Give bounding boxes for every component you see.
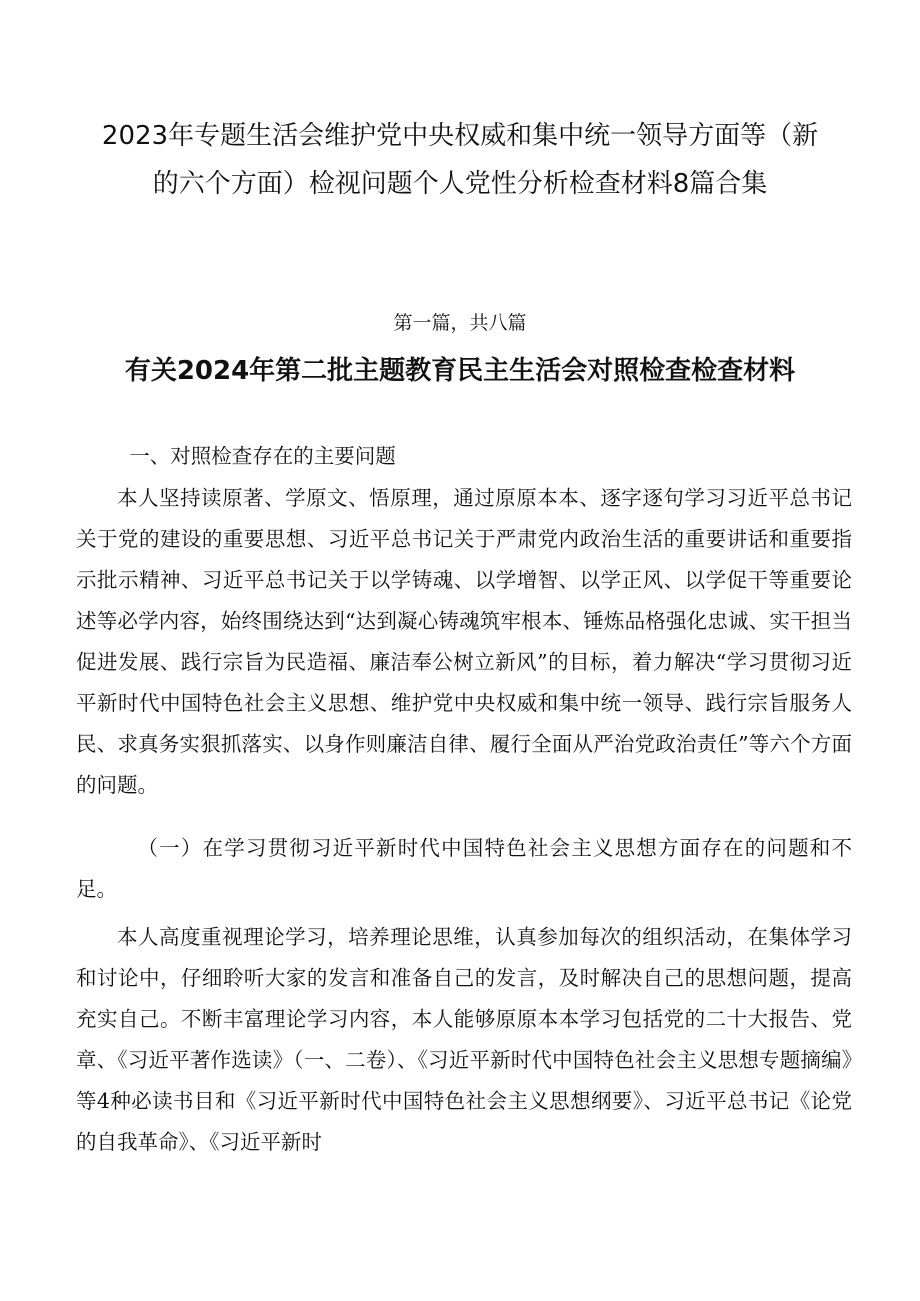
paragraph-theory-study: 本人高度重视理论学习，培养理论思维，认真参加每次的组织活动，在集体学习和讨论中，仔细聆听大家的发言和准备自己的发言，及时解决自己的思想问题，提高充实自己。不断丰富理论学习内容，本人能够原原本本学习包括党的二十大报告、党章、《习近平著作选读》（一、二卷）、《习近平新时代中国特色社会主义思想专题摘编》等4种必读书目和《习近平新时代中国特色社会主义思想纲要》、习近平总书记《论党的自我革命》、《习近平新时 xyxy=(76,925,852,1154)
subheading-study-issues: （一）在学习贯彻习近平新时代中国特色社会主义思想方面存在的问题和不足。 xyxy=(76,836,852,901)
part-label: 第一篇，共八篇 xyxy=(393,312,527,334)
heading-problems: 一、对照检查存在的主要问题 xyxy=(129,444,396,468)
section-title: 有关2024年第二批主题教育民主生活会对照检查检查材料 xyxy=(124,356,796,386)
paragraph-study-overview: 本人坚持读原著、学原文、悟原理，通过原原本本、逐字逐句学习习近平总书记关于党的建设的重要思想、习近平总书记关于严肃党内政治生活的重要讲话和重要指示批示精神、习近平总书记关于以学铸魂、以学增智、以学正风、以学促干等重要论述等必学内容，始终围绕达到“达到凝心铸魂筑牢根本、锤炼品格强化忠诚、实干担当促进发展、践行宗旨为民造福、廉洁奉公树立新风”的目标，着力解决“学习贯彻习近平新时代中国特色社会主义思想、维护党中央权威和集中统一领导、践行宗旨服务人民、求真务实狠抓落实、以身作则廉洁自律、履行全面从严治党政治责任”等六个方面的问题。 xyxy=(76,486,852,797)
document-title: 2023年专题生活会维护党中央权威和集中统一领导方面等（新的六个方面）检视问题个人党性分析检查材料8篇合集 xyxy=(101,121,819,199)
